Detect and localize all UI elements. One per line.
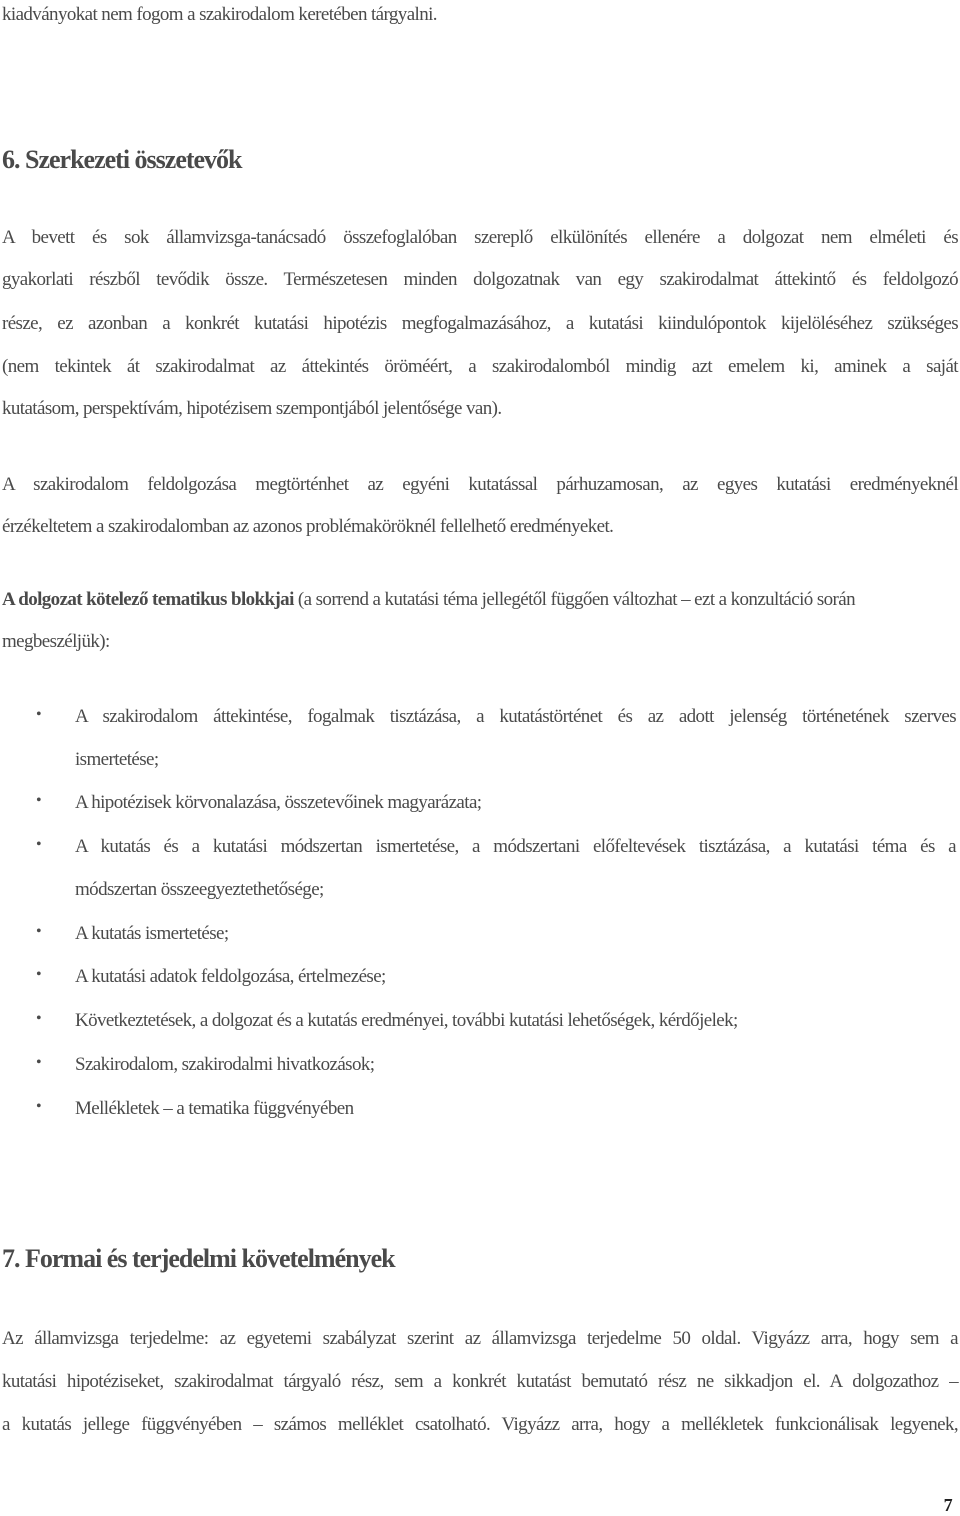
bullet-icon: • (36, 792, 42, 809)
bullet-icon: • (36, 1054, 42, 1071)
list-item-text: Mellékletek – a tematika függvényében (75, 1098, 354, 1119)
bullet-icon: • (36, 966, 42, 983)
text-line: (nem tekintek át szakirodalmat az áttekintés öröméért, a szakirodalomból mindig azt emelem ki, aminek a saját (2, 356, 958, 377)
text-line: érzékeltetem a szakirodalomban az azonos problémaköröknél fellelhető eredményeket. (2, 516, 614, 537)
list-item-text: módszertan összeegyeztethetősége; (75, 879, 324, 900)
list-item-text: A kutatás és a kutatási módszertan ismertetése, a módszertani előfeltevések tisztázása, a kutatási téma és a (75, 836, 956, 857)
list-item-text: Szakirodalom, szakirodalmi hivatkozások; (75, 1054, 375, 1075)
list-item-text: ismertetése; (75, 749, 159, 770)
text-line (2, 588, 958, 612)
page-number: 7 (943, 1495, 952, 1515)
text-line: gyakorlati részből tevődik össze. Természetesen minden dolgozatnak van egy szakirodalmat áttekintő és feldolgozó (2, 269, 958, 290)
list-item-text: A hipotézisek körvonalazása, összetevőinek magyarázata; (75, 792, 482, 813)
text-line: A bevett és sok államvizsga-tanácsadó összefoglalóban szereplő elkülönítés ellenére a dolgozat nem elméleti és (2, 227, 958, 248)
text-line: A szakirodalom feldolgozása megtörténhet az egyéni kutatással párhuzamosan, az egyes kutatási eredményeknél (2, 474, 958, 495)
text-line: Az államvizsga terjedelme: az egyetemi szabályzat szerint az államvizsga terjedelme 50 oldal. Vigyázz arra, hogy sem a (2, 1328, 958, 1349)
section-7-heading: 7. Formai és terjedelmi követelmények (2, 1244, 395, 1273)
text-line: a kutatás jellege függvényében – számos melléklet csatolható. Vigyázz arra, hogy a mellékletek funkcionálisak legyenek, (2, 1414, 958, 1435)
list-item-text: Következtetések, a dolgozat és a kutatás eredményei, további kutatási lehetőségek, kérdőjelek; (75, 1010, 738, 1031)
carryover-line: kiadványokat nem fogom a szakirodalom keretében tárgyalni. (2, 4, 437, 25)
text-line: kutatási hipotéziseket, szakirodalmat tárgyaló rész, sem a konkrét kutatást bemutató rész ne sikkadjon el. A dolgozathoz – (2, 1371, 958, 1392)
list-item-text: A szakirodalom áttekintése, fogalmak tisztázása, a kutatástörténet és az adott jelenség történetének szerves (75, 706, 956, 727)
bullet-icon: • (36, 1010, 42, 1027)
bullet-icon: • (36, 923, 42, 940)
list-item-text: A kutatás ismertetése; (75, 923, 229, 944)
bold-phrase: A dolgozat kötelező tematikus blokkjai (2, 589, 294, 610)
text-line: része, ez azonban a konkrét kutatási hipotézis megfogalmazásához, a kutatási kiindulópontok kijelöléséhez szükséges (2, 313, 958, 334)
bullet-icon: • (36, 706, 42, 723)
text-span: (a sorrend a kutatási téma jellegétől függően változhat – ezt a konzultáció során (293, 589, 855, 610)
bullet-icon: • (36, 1098, 42, 1115)
text-line: megbeszéljük): (2, 631, 110, 652)
bullet-icon: • (36, 836, 42, 853)
section-6-heading: 6. Szerkezeti összetevők (2, 145, 242, 174)
text-line: kutatásom, perspektívám, hipotézisem szempontjából jelentősége van). (2, 398, 502, 419)
list-item-text: A kutatási adatok feldolgozása, értelmezése; (75, 966, 386, 987)
